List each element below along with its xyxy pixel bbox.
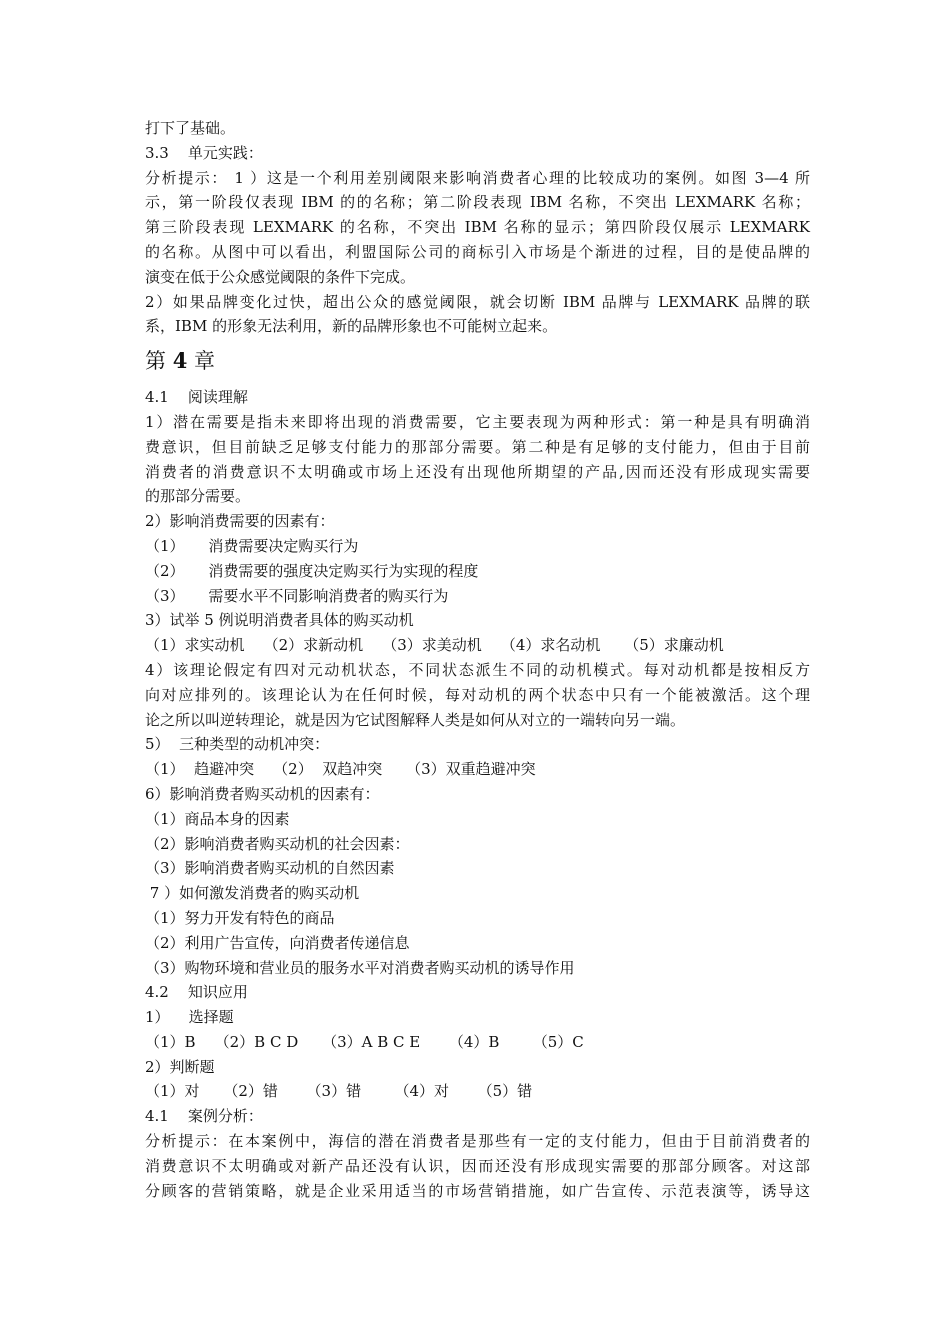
- text-line: 2）判断题: [145, 1057, 215, 1076]
- text-line: 向对应排列的。该理论认为在任何时候，每对动机的两个状态中只有一个能被激活。这个理: [145, 685, 810, 704]
- text-line: 3.3 单元实践：: [145, 143, 263, 162]
- text-line: 4.1 案例分析：: [145, 1107, 263, 1126]
- text-line: （1） 趋避冲突 （2） 双趋冲突 （3）双重趋避冲突: [145, 760, 536, 779]
- section-3-3-text: [145, 116, 810, 339]
- document-body: [145, 116, 810, 1203]
- text-line: 示，第一阶段仅表现 IBM 的的名称；第二阶段表现 IBM 名称，不突出 LEXMARK 名称；: [145, 193, 810, 212]
- text-line: 演变在低于公众感觉阈限的条件下完成。: [145, 267, 416, 286]
- chapter-suffix: 章: [187, 349, 215, 374]
- chapter-prefix: 第: [145, 349, 173, 374]
- text-line: 第三阶段表现 LEXMARK 的名称，不突出 IBM 名称的显示；第四阶段仅展示 LEXMARK: [145, 218, 810, 237]
- text-line: 打下了基础。: [145, 119, 236, 137]
- text-line: 分析提示：在本案例中，海信的潜在消费者是那些有一定的支付能力，但由于目前消费者的: [145, 1132, 810, 1151]
- text-line: 3）试举 5 例说明消费者具体的购买动机: [145, 611, 414, 630]
- text-line: 1） 选择题: [145, 1008, 234, 1027]
- text-line: （2）利用广告宣传，向消费者传递信息: [145, 933, 410, 952]
- text-line: 2）影响消费需要的因素有：: [145, 512, 335, 531]
- text-line: 费意识，但目前缺乏足够支付能力的那部分需要。第二种是有足够的支付能力，但由于目前: [145, 437, 810, 456]
- text-line: （1）求实动机 （2）求新动机 （3）求美动机 （4）求名动机 （5）求廉动机: [145, 636, 724, 655]
- text-line: 7 ）如何激发消费者的购买动机: [145, 884, 360, 903]
- text-line: （3）购物环境和营业员的服务水平对消费者购买动机的诱导作用: [145, 958, 575, 977]
- text-line: 4.2 知识应用: [145, 983, 248, 1002]
- text-line: 的名称。从图中可以看出，利盟国际公司的商标引入市场是个渐进的过程，目的是使品牌的: [145, 242, 810, 261]
- text-line: 6）影响消费者购买动机的因素有：: [145, 784, 380, 803]
- text-line: 分析提示： 1 ）这是一个利用差别阈限来影响消费者心理的比较成功的案例。如图 3—4 所: [145, 168, 810, 187]
- text-line: 5） 三种类型的动机冲突：: [145, 735, 330, 754]
- chapter-number: 4: [172, 348, 188, 374]
- text-line: 论之所以叫逆转理论，就是因为它试图解释人类是如何从对立的一端转向另一端。: [145, 710, 686, 729]
- text-line: （1）商品本身的因素: [145, 809, 290, 828]
- text-line: 2）如果品牌变化过快，超出公众的感觉阈限，就会切断 IBM 品牌与 LEXMARK 品牌的联: [145, 292, 810, 311]
- text-line: 分顾客的营销策略，就是企业采用适当的市场营销措施，如广告宣传、示范表演等，诱导这: [145, 1181, 810, 1200]
- text-line: （1）对 （2）错 （3）错 （4）对 （5）错: [145, 1082, 533, 1101]
- text-line: （1） 消费需要决定购买行为: [145, 536, 359, 555]
- text-line: 4）该理论假定有四对元动机状态，不同状态派生不同的动机模式。每对动机都是按相反方: [145, 660, 810, 679]
- text-line: 1）潜在需要是指未来即将出现的消费需要，它主要表现为两种形式：第一种是具有明确消: [145, 412, 810, 431]
- text-line: （2） 消费需要的强度决定购买行为实现的程度: [145, 561, 479, 580]
- text-line: 消费意识不太明确或对新产品还没有认识，因而还没有形成现实需要的那部分顾客。对这部: [145, 1156, 810, 1175]
- text-line: 的那部分需要。: [145, 487, 251, 506]
- text-line: 4.1 阅读理解: [145, 388, 248, 407]
- chapter-heading: [145, 339, 810, 383]
- text-line: 系，IBM 的形象无法利用，新的品牌形象也不可能树立起来。: [145, 317, 558, 336]
- text-line: （2）影响消费者购买动机的社会因素：: [145, 834, 410, 853]
- text-line: （3） 需要水平不同影响消费者的购买行为: [145, 586, 449, 605]
- text-line: （1）B （2）B C D （3）A B C E （4）B （5）C: [145, 1032, 584, 1051]
- chapter-4-text: [145, 385, 810, 1203]
- text-line: （3）影响消费者购买动机的自然因素: [145, 859, 395, 878]
- text-line: （1）努力开发有特色的商品: [145, 908, 335, 927]
- text-line: 消费者的消费意识不太明确或市场上还没有出现他所期望的产品,因而还没有形成现实需要: [145, 462, 810, 481]
